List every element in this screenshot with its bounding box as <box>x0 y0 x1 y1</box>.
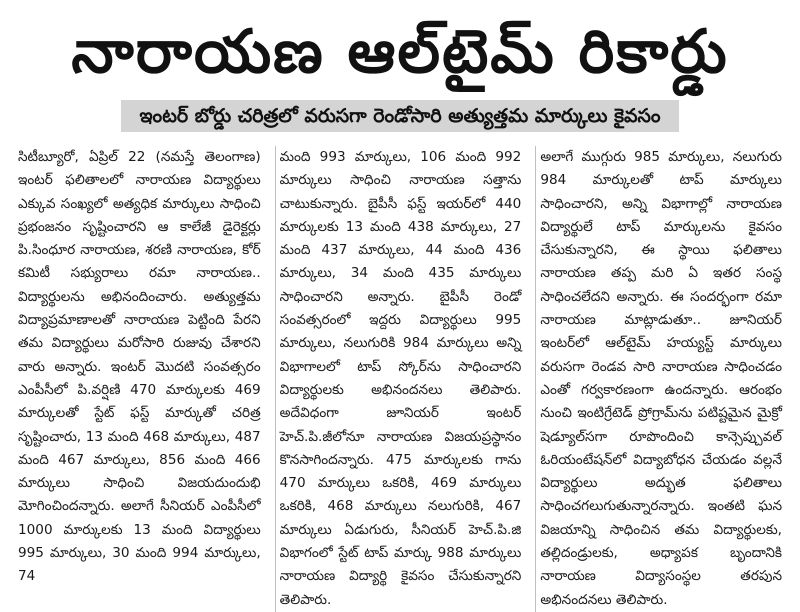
subheadline-band <box>14 100 786 134</box>
column-3-text: అలాగే ముగ్గురు 985 మార్కులు, నలుగురు 984 మార్కులతో టాప్ మార్కులు సాధించారని, అన్ని విభాగాల్లో నారాయణ విద్యార్థులే టాప్ మార్కులను కైవసం చేసుకున్నారని, ఈ స్థాయి ఫలితాలు నారాయణ తప్ప మరి ఏ ఇతర సంస్థ సాధించలేదని అన్నారు. ఈ సందర్భంగా రమా నారాయణ మాట్లాడుతూ.. జూనియర్ ఇంటర్‌లో ఆల్‌టైమ్ హయ్యస్ట్ మార్కులు వరుసగా రెండవ సారి నారాయణ సాధించడం ఎంతో గర్వకారణంగా ఉందన్నారు. ఆరంభం నుంచి ఇంటిగ్రేటెడ్ ప్రోగ్రామ్‌ను పటిష్టమైన మైక్రో షెడ్యూల్‌సగా రూపొందించి కాన్సెప్చువల్ ఓరియంటేషన్‌లో విద్యాబోధన చేయడం వల్లనే విద్యార్థులు అద్భుత ఫలితాలు సాధించగలుగుతున్నారన్నారు. ఇంతటి ఘన విజయాన్ని సాధించిన తమ విద్యార్థులకు, తల్లిదండ్రులకు, అధ్యాపక బృందానికి నారాయణ విద్యాసంస్థల తరపున అభినందనలు తెలిపారు. <box>540 149 782 608</box>
subheadline: ఇంటర్ బోర్డు చరిత్రలో వరుసగా రెండోసారి అత్యుత్తమ మార్కులు కైవసం <box>121 100 678 132</box>
column-2-text: మంది 993 మార్కులు, 106 మంది 992 మార్కులు సాధించి నారాయణ సత్తాను చాటుకున్నారు. బైపీసీ ఫస్ట్ ఇయర్‌లో 440 మార్కులకు 13 మంది 438 మార్కులు, 27 మంది 437 మార్కులు, 44 మంది 436 మార్కులు, 34 మంది 435 మార్కులు సాధించారని అన్నారు. బైపీసీ రెండో సంవత్సరంలో ఇద్దరు విద్యార్థులు 995 మార్కులు, నలుగురికి 984 మార్కులు అన్ని విభాగాలలో టాప్ స్కోర్‌ను సాధించారని విద్యార్థులకు అభినందనలు తెలిపారు. అదేవిధంగా జూనియర్ ఇంటర్ హెచ్.పి.జీలోనూ నారాయణ విజయప్రస్థానం కొనసాగిందన్నారు. 475 మార్కులకు గాను 470 మార్కులు ఒకరికి, 469 మార్కులు ఒకరికి, 468 మార్కులు నలుగురికి, 467 మార్కులు ఏడుగురు, సీనియర్ హెచ్.పి.జి విభాగంలో స్టేట్ టాప్ మార్కు 988 మార్కులు నారాయణ విద్యార్థి కైవసం చేసుకున్నారని తెలిపారు. <box>279 149 522 608</box>
article-column-2 <box>275 146 526 612</box>
article-body <box>14 146 786 608</box>
column-1-text: సిటీబ్యూరో, ఏప్రిల్ 22 (నమస్తే తెలంగాణ) ఇంటర్ ఫలితాలలో నారాయణ విద్యార్థులు ఎక్కువ సంఖ్యలో అత్యధిక మార్కులు సాధించి ప్రభంజనం సృష్టించారని ఆ కాలేజీ డైరెక్టర్లు పి.సింధూర నారాయణ, శరణి నారాయణ, కోర్ కమిటీ సభ్యురాలు రమా నారాయణ.. విద్యార్థులను అభినందించారు. అత్యుత్తమ విద్యాప్రమాణాలతో నారాయణ పెట్టింది పేరని తమ విద్యార్థులు మరోసారి రుజువు చేశారని వారు అన్నారు. ఇంటర్ మొదటి సంవత్సరం ఎంపీసీలో పి.వర్షిణి 470 మార్కులకు 469 మార్కులతో స్టేట్ ఫస్ట్ మార్కుతో చరిత్ర సృష్టించారు, 13 మంది 468 మార్కులు, 487 మంది 467 మార్కులు, 856 మంది 466 మార్కులు సాధించి విజయదుందుభి మోగించిందన్నారు. అలాగే సీనియర్ ఎంపీసీలో 1000 మార్కులకు 13 మంది విద్యార్థులు 995 మార్కులు, 30 మంది 994 మార్కులు, 74 <box>18 149 261 585</box>
article-column-3 <box>535 146 786 612</box>
headline: నారాయణ ఆల్‌టైమ్ రికార్డు <box>71 17 729 87</box>
article-column-1 <box>14 146 265 612</box>
